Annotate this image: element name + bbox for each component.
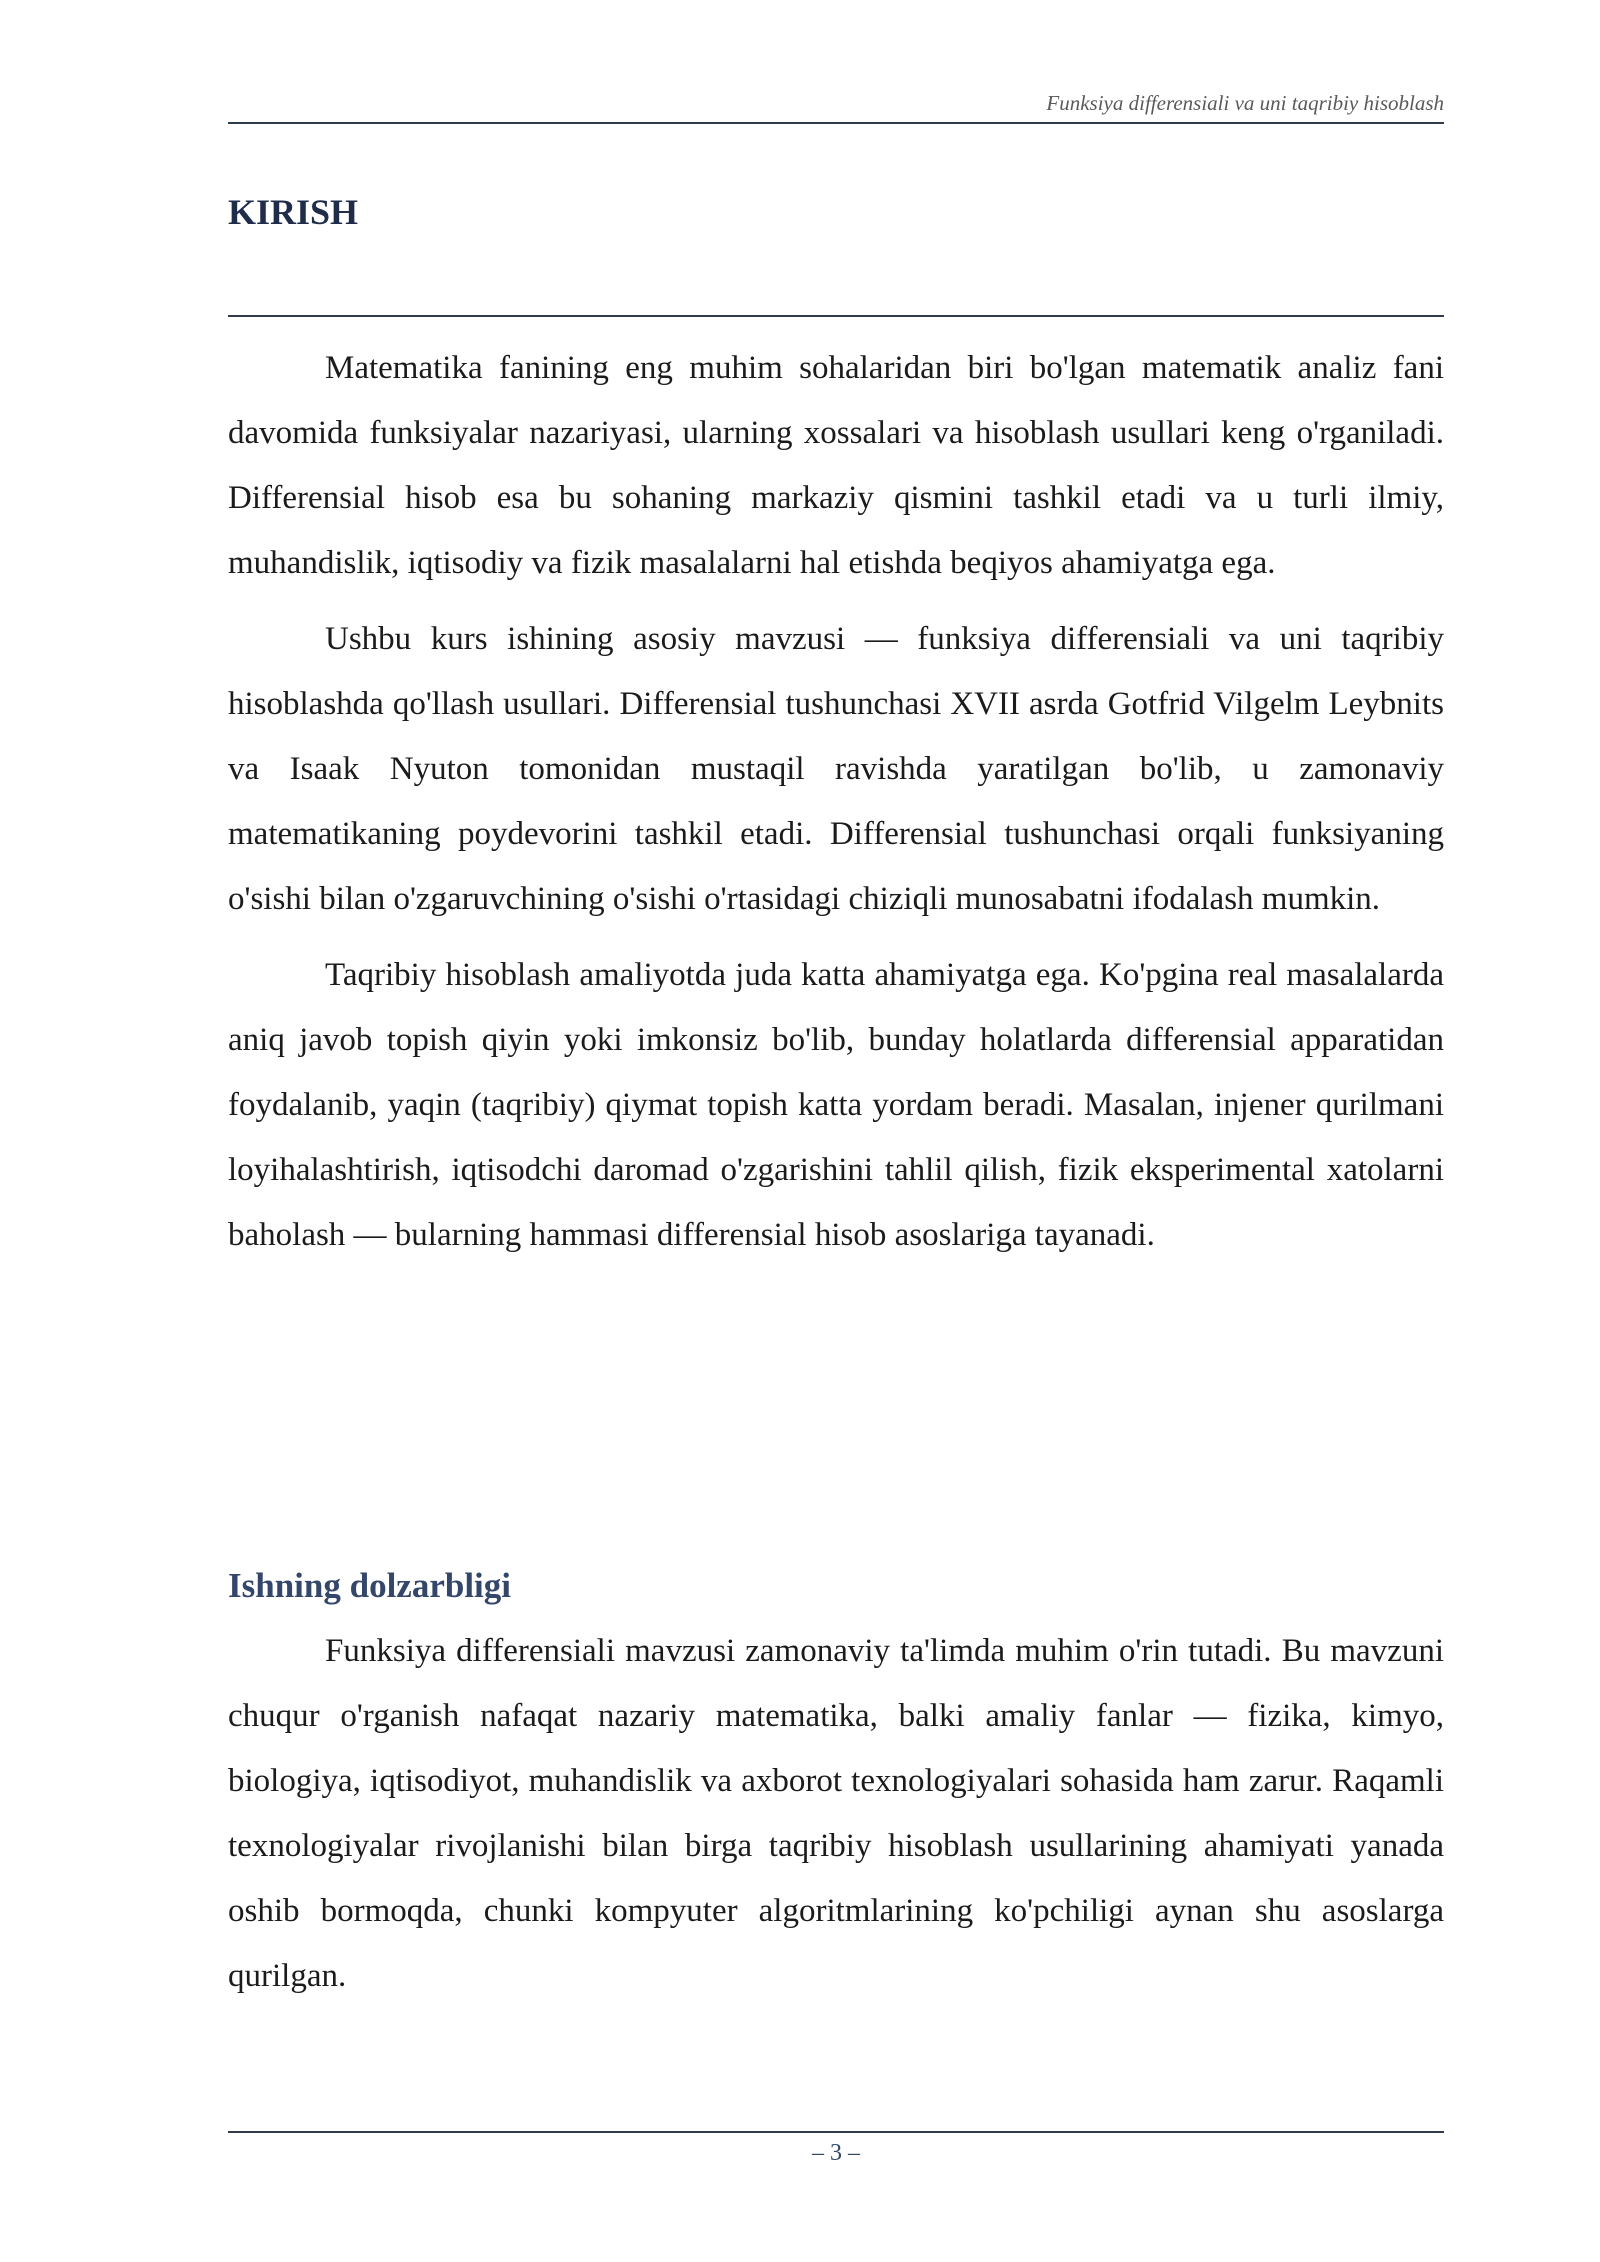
page-number: – 3 – — [812, 2140, 860, 2166]
body-paragraph: Taqribiy hisoblash amaliyotda juda katta ahamiyatga ega. Ko'pgina real masalalarda aniq javob topish qiyin yoki imkonsiz bo'lib, bunday holatlarda differensial apparatidan foydalanib, yaqin (taqribiy) qiymat topish katta yordam beradi. Masalan, injener qurilmani loyihalashtirish, iqtisodchi daromad o'zgarishini tahlil qilish, fizik eksperimental xatolarni baholash — bularning hammasi differensial hisob asoslariga tayanadi. — [228, 957, 1444, 1253]
title-divider — [228, 315, 1444, 317]
subsection-heading: Ishning dolzarbligi — [228, 1566, 512, 1605]
section-title: KIRISH — [228, 192, 359, 232]
intro-body — [228, 336, 1444, 1279]
footer-divider — [228, 2131, 1444, 2133]
body-paragraph: Ushbu kurs ishining asosiy mavzusi — funksiya differensiali va uni taqribiy hisoblashda qo'llash usullari. Differensial tushunchasi XVII asrda Gotfrid Vilgelm Leybnits va Isaak Nyuton tomonidan mustaqil ravishda yaratilgan bo'lib, u zamonaviy matematikaning poydevorini tashkil etadi. Differensial tushunchasi orqali funksiyaning o'sishi bilan o'zgaruvchining o'sishi o'rtasidagi chiziqli munosabatni ifodalash mumkin. — [228, 621, 1444, 917]
body-paragraph: Matematika fanining eng muhim sohalaridan biri bo'lgan matematik analiz fani davomida funksiyalar nazariyasi, ularning xossalari va hisoblash usullari keng o'rganiladi. Differensial hisob esa bu sohaning markaziy qismini tashkil etadi va u turli ilmiy, muhandislik, iqtisodiy va fizik masalalarni hal etishda beqiyos ahamiyatga ega. — [228, 350, 1444, 581]
body-paragraph: Funksiya differensiali mavzusi zamonaviy ta'limda muhim o'rin tutadi. Bu mavzuni chuqur o'rganish nafaqat nazariy matematika, balki amaliy fanlar — fizika, kimyo, biologiya, iqtisodiyot, muhandislik va axborot texnologiyalari sohasida ham zarur. Raqamli texnologiyalar rivojlanishi bilan birga taqribiy hisoblash usullarining ahamiyati yanada oshib bormoqda, chunki kompyuter algoritmlarining ko'pchiligi aynan shu asoslarga qurilgan. — [228, 1633, 1444, 1994]
header-divider — [228, 122, 1444, 124]
running-header: Funksiya differensiali va uni taqribiy hisoblash — [1046, 91, 1444, 115]
subsection-body — [228, 1619, 1444, 2020]
